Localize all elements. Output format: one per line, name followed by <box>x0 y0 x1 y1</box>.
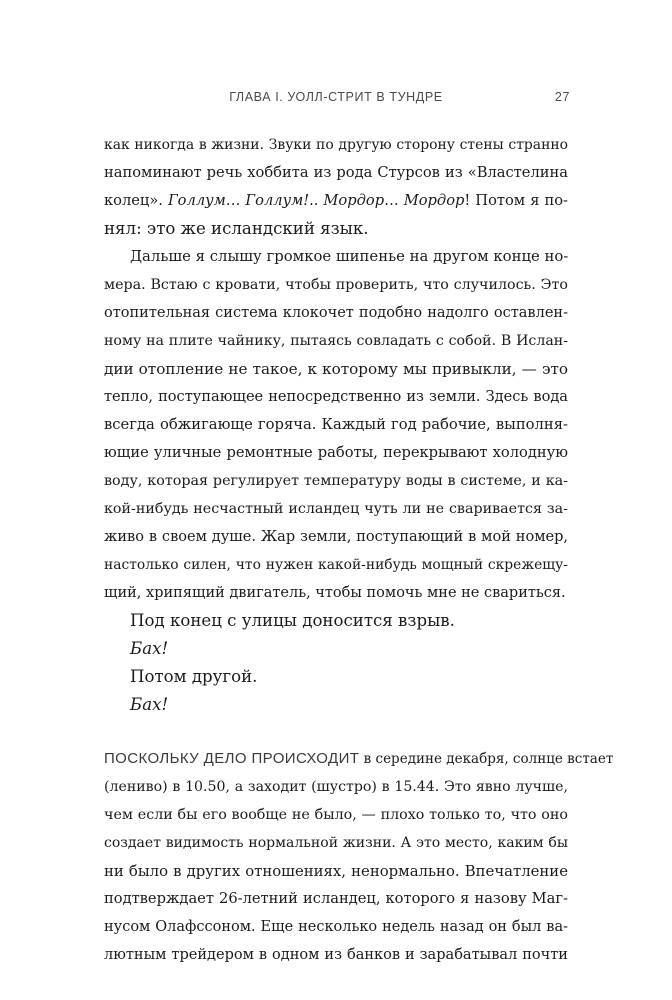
text-line: нял: это же исландский язык. <box>104 219 369 238</box>
section-lead-in: ПОСКОЛЬКУ ДЕЛО ПРОИСХОДИТ <box>104 750 360 767</box>
text-line: мера. Встаю с кровати, чтобы проверить, что случилось. Это <box>104 277 568 293</box>
text-line: Потом другой. <box>130 667 258 686</box>
text-line: щий, хрипящий двигатель, чтобы помочь мне не свариться. <box>104 585 566 601</box>
running-title: ГЛАВА I. УОЛЛ-СТРИТ В ТУНДРЕ <box>229 90 443 104</box>
body-text <box>104 131 614 969</box>
text-line: нусом Олафссоном. Еще несколько недель назад он был ва- <box>104 919 568 935</box>
italic-quote: Голлум… Голлум!.. Мордор… Мордор <box>167 192 465 209</box>
text-line: Дальше я слышу громкое шипенье на другом конце но- <box>130 248 569 265</box>
text-line <box>104 187 568 215</box>
text-line: (лениво) в 10.50, а заходит (шустро) в 15.44. Это явно лучше, <box>104 779 568 795</box>
text-line: отопительная система клокочет подобно надолго оставлен- <box>104 305 568 321</box>
text-line: лютным трейдером в одном из банков и зарабатывал почти <box>104 947 568 963</box>
text-line: напоминают речь хоббита из рода Стурсов из «Властелина <box>104 164 568 181</box>
text-line: как никогда в жизни. Звуки по другую сторону стены странно <box>104 137 568 153</box>
text-line: создает видимость нормальной жизни. А это место, каким бы <box>104 835 568 851</box>
paragraph-4 <box>104 745 614 969</box>
text-line: воду, которая регулирует температуру воды в системе, и ка- <box>104 473 568 489</box>
text-line <box>104 745 614 773</box>
text-line: кой-нибудь несчастный исландец чуть ли не сваривается за- <box>104 501 568 517</box>
text-line: дии отопление не такое, к которому мы привыкли, — это <box>104 360 568 378</box>
exclamation-line: Бах! <box>130 639 169 658</box>
text-run: колец». <box>104 192 168 209</box>
page-header <box>0 90 672 110</box>
paragraph-3 <box>104 607 568 719</box>
text-line: подтверждает 26-летний исландец, которого я назову Маг- <box>104 890 568 907</box>
text-line: чем если бы его вообще не было, — плохо только то, что оно <box>104 807 568 823</box>
text-line: ющие уличные ремонтные работы, перекрывают холодную <box>104 444 568 461</box>
text-line: живо в своем душе. Жар земли, поступающий в мой номер, <box>104 529 568 545</box>
paragraph-2 <box>104 243 568 607</box>
text-line: настолько силен, что нужен какой-нибудь мощный скрежещу- <box>104 557 568 573</box>
text-run: в середине декабря, солнце встает <box>359 751 614 767</box>
text-run: ! Потом я по- <box>464 192 568 209</box>
text-line: ному на плите чайнику, пытаясь совладать с собой. В Ислан- <box>104 333 568 349</box>
section-break <box>104 719 568 745</box>
text-line: всегда обжигающе горяча. Каждый год рабочие, выполня- <box>104 416 568 433</box>
page-number: 27 <box>554 90 570 104</box>
exclamation-line: Бах! <box>130 695 169 714</box>
text-line: тепло, поступающее непосредственно из земли. Здесь вода <box>104 388 568 405</box>
text-line: Под конец с улицы доносится взрыв. <box>130 611 455 630</box>
text-line: ни было в других отношениях, ненормально. Впечатление <box>104 862 568 880</box>
paragraph-1 <box>104 131 568 243</box>
